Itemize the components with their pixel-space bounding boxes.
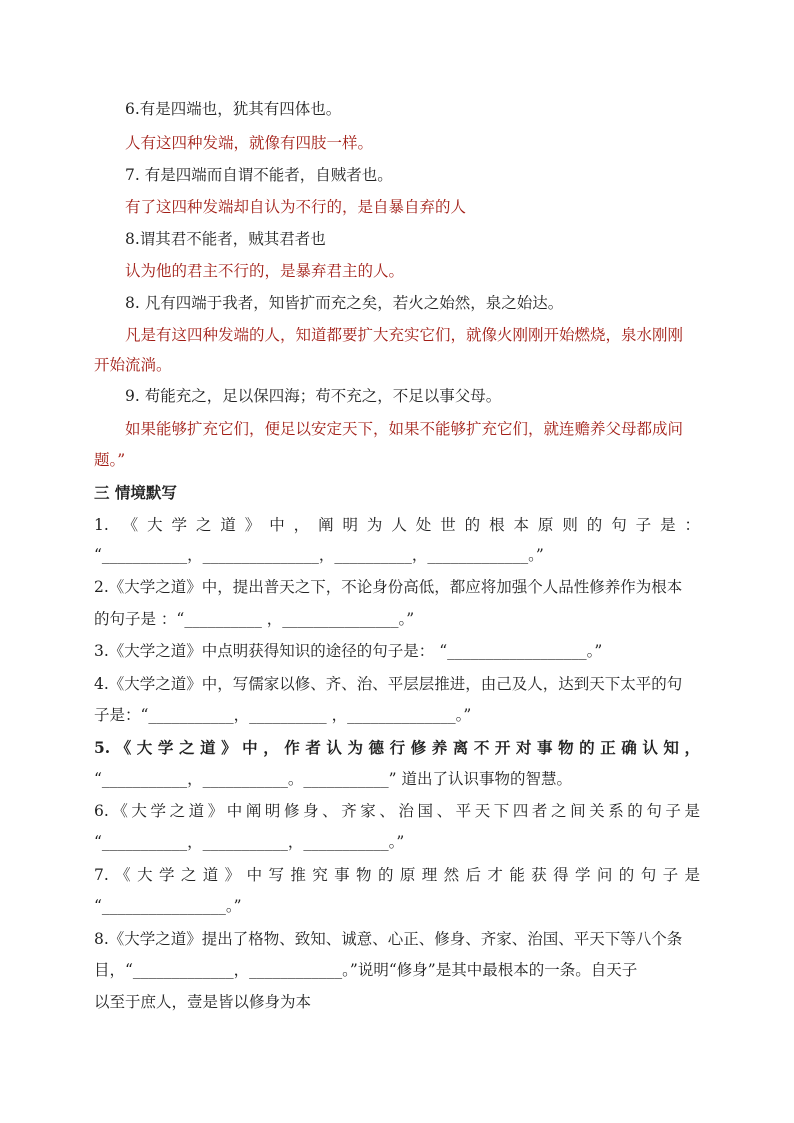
question-5-line-2: “___________，___________。___________” 道出了认识事物的智慧。	[94, 770, 573, 788]
source-line: 9. 苟能充之，足以保四海；苟不充之，不足以事父母。	[125, 387, 502, 405]
question-2-line-2: 的句子是 ：“__________ ，_______________。”	[94, 610, 415, 628]
question-8-line-2: 目，“_____________，____________。”说明“修身”是其中最根本的一条。自天子	[94, 961, 638, 979]
question-8-line-3: 以至于庶人，壹是皆以修身为本	[94, 993, 312, 1011]
question-2-line-1: 2.《大学之道》中，提出普天之下，不论身份高低，都应将加强个人品性修养作为根本	[94, 578, 683, 596]
question-8-line-1: 8.《大学之道》提出了格物、致知、诚意、心正、修身、齐家、治国、平天下等八个条	[94, 930, 683, 948]
translation-line: 开始流淌。	[94, 356, 172, 374]
question-7-line-2: “________________。”	[94, 897, 242, 915]
translation-line: 认为他的君主不行的，是暴弃君主的人。	[125, 262, 405, 280]
source-line: 7. 有是四端而自谓不能者，自贼者也。	[125, 166, 393, 184]
translation-line: 有了这四种发端却自认为不行的，是自暴自弃的人	[125, 198, 467, 216]
source-line: 6.有是四端也，犹其有四体也。	[125, 100, 342, 118]
question-5-line-1: 5.《大学之道》中，作者认为德行修养离不开对事物的正确认知，	[94, 738, 700, 757]
question-1-line-2: “___________，_______________，__________，_____________。”	[94, 546, 544, 564]
translation-line: 凡是有这四种发端的人，知道都要扩大充实它们，就像火刚刚开始燃烧，泉水刚刚	[125, 326, 684, 344]
translation-line: 如果能够扩充它们，便足以安定天下，如果不能够扩充它们，就连赡养父母都成问	[125, 420, 684, 438]
translation-line: 人有这四种发端，就像有四肢一样。	[125, 134, 374, 152]
question-3-line-1: 3.《大学之道》中点明获得知识的途径的句子是： “__________________。”	[94, 642, 603, 660]
source-line: 8.谓其君不能者，贼其君者也	[125, 230, 326, 248]
question-4-line-1: 4.《大学之道》中，写儒家以修、齐、治、平层层推进，由己及人，达到天下太平的句	[94, 675, 683, 693]
question-6-line-2: “___________，___________，___________。”	[94, 833, 405, 851]
question-6-line-1: 6.《大学之道》中阐明修身、齐家、治国、平天下四者之间关系的句子是	[94, 802, 700, 820]
question-7-line-1: 7.《大学之道》中写推究事物的原理然后才能获得学问的句子是	[94, 866, 700, 884]
translation-line: 题。”	[94, 451, 126, 469]
question-4-line-2: 子是：“___________，__________ ，______________。”	[94, 706, 472, 724]
question-1-line-1: 1. 《大学之道》中，阐明为人处世的根本原则的句子是：	[94, 516, 700, 534]
source-line: 8. 凡有四端于我者，知皆扩而充之矣，若火之始然，泉之始达。	[125, 294, 564, 312]
section-title: 三 情境默写	[94, 483, 177, 502]
